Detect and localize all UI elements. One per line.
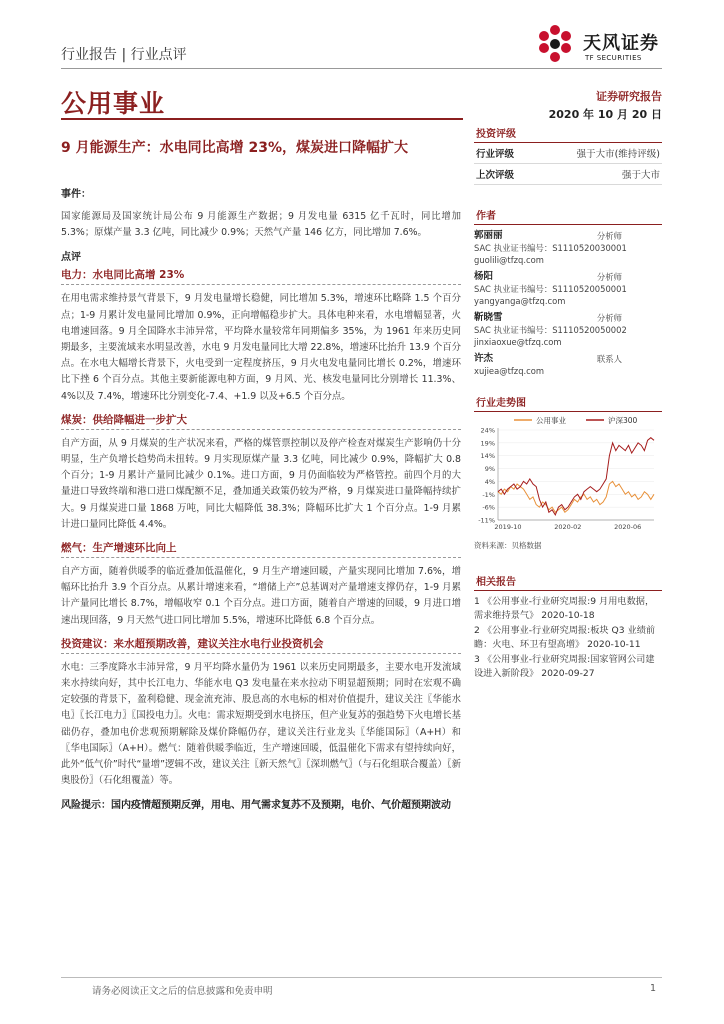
- author-email[interactable]: jinxiaoxue@tfzq.com: [474, 337, 562, 347]
- tf-securities-logo: [533, 20, 668, 72]
- legend-label: 沪深300: [608, 416, 638, 425]
- related-reports: [474, 595, 662, 681]
- rating-value: 强于大市(维持评级): [576, 149, 660, 160]
- report-type: 证券研究报告: [596, 90, 662, 103]
- gas-text: 自产方面，随着供暖季的临近叠加低温催化，9 月生产增速回暖，产量实现同比增加 7.6%，增幅环比抬升 3.9 个百分点。从累计增速来看，“增储上产”总基调对产量增速支撑仍存，1-9 月累计产量同比增长 8.7%，增幅收窄 0.1 个百分点。进口方面，随着自产增速的回暖，9 月进口增速出现回落，9 月天然气进口同比增加 5.5%，增速环比降低 6.8 个百分点。: [61, 566, 461, 626]
- author-entry: [474, 230, 662, 266]
- author-role: 分析师: [596, 231, 622, 241]
- logo-mark-icon: [533, 20, 577, 64]
- power-heading: 电力：水电同比高增 23%: [61, 266, 461, 285]
- coal-heading: 煤炭：供给降幅进一步扩大: [61, 411, 461, 430]
- author-cert: SAC 执业证书编号：S1110520050002: [474, 325, 627, 335]
- author-entry: [474, 271, 662, 307]
- author-email[interactable]: yangyanga@tfzq.com: [474, 296, 566, 306]
- author-name: 杨阳: [474, 271, 494, 282]
- logo-chinese-name: 天风证券: [583, 33, 659, 54]
- y-tick-label: -11%: [478, 516, 495, 525]
- rating-value: 强于大市: [621, 170, 660, 181]
- rating-label: 行业评级: [476, 149, 515, 160]
- y-tick-label: 9%: [484, 465, 495, 474]
- author-name: 郭丽丽: [474, 230, 503, 241]
- author-cert: SAC 执业证书编号：S1110520050001: [474, 284, 627, 294]
- legend-label: 公用事业: [536, 416, 566, 425]
- footer-divider: [61, 977, 662, 978]
- author-role: 联系人: [596, 354, 622, 364]
- author-cert: SAC 执业证书编号：S1110520030001: [474, 243, 627, 253]
- invest-heading: 投资建议：来水超预期改善，建议关注水电行业投资机会: [61, 635, 461, 654]
- chart-source: 资料来源：贝格数据: [474, 541, 542, 550]
- authors-title: 作者: [474, 207, 662, 225]
- coal-text: 自产方面，从 9 月煤炭的生产状况来看，严格的煤管票控制以及停产检查对煤炭生产影响仍十分明显，生产负增长趋势尚未扭转。9 月实现原煤产量 3.3 亿吨，同比减少 0.9%，降幅扩大 0.8 个百分；1-9 月累计产量同比减少 0.1%。进口方面，9 月仍面临较为严格管控。前四个月的大量进口导致终端和港口进口煤配额不足，叠加通关政策仍较为严格，9 月煤炭进口量降幅持续扩大。9 月煤炭进口量 1868 万吨，同比大幅降低 38.3%；降幅环比扩大 1 个百分点。1-9 月累计进口量同比降低 4.4%。: [61, 437, 461, 530]
- sidebar: [474, 125, 662, 682]
- rating-row: [474, 143, 662, 164]
- event-text: 国家能源局及国家统计局公布 9 月能源生产数据；9 月发电量 6315 亿千瓦时，同比增加 5.3%；原煤产量 3.3 亿吨，同比减少 0.9%；天然气产量 146 亿方，同比增加 7.6%。: [61, 211, 461, 239]
- author-name: 许杰: [474, 353, 494, 364]
- y-tick-label: -1%: [482, 490, 495, 499]
- logo-english-name: TF SECURITIES: [585, 54, 642, 62]
- risk-text: 风险提示：国内疫情超预期反弹，用电、用气需求复苏不及预期，电价、气价超预期波动: [61, 800, 451, 812]
- author-entry: [474, 312, 662, 348]
- related-report-link[interactable]: 3 《公用事业-行业研究周报:国家管网公司建设进入新阶段》 2020-09-27: [474, 654, 655, 679]
- sector-underline: [61, 118, 463, 120]
- trend-title: 行业走势图: [474, 394, 662, 412]
- rating-title: 投资评级: [474, 125, 662, 143]
- industry-trend-chart: [474, 412, 662, 534]
- author-email[interactable]: guolili@tfzq.com: [474, 255, 544, 265]
- series-line-csi300: [498, 438, 654, 515]
- page-number: 1: [650, 983, 657, 994]
- sector-title: 公用事业: [61, 89, 166, 118]
- y-tick-label: 19%: [480, 439, 495, 448]
- author-entry: [474, 353, 662, 377]
- author-name: 靳晓雪: [474, 312, 503, 323]
- related-report-link[interactable]: 2 《公用事业-行业研究周报:板块 Q3 业绩前瞻：火电、环卫有望高增》 2020-10-11: [474, 625, 656, 650]
- x-tick-label: 2019-10: [494, 523, 522, 531]
- main-content: [61, 186, 461, 814]
- author-role: 分析师: [596, 313, 622, 323]
- report-headline: 9 月能源生产：水电同比高增 23%，煤炭进口降幅扩大: [61, 140, 408, 156]
- gas-heading: 燃气：生产增速环比向上: [61, 539, 461, 558]
- y-tick-label: 24%: [480, 426, 495, 435]
- author-email[interactable]: xujiea@tfzq.com: [474, 366, 545, 376]
- y-tick-label: -6%: [482, 503, 495, 512]
- report-category: 行业报告 | 行业点评: [61, 47, 187, 63]
- footer-disclaimer: 请务必阅读正文之后的信息披露和免责申明: [92, 986, 273, 997]
- x-tick-label: 2020-02: [554, 523, 582, 531]
- power-text: 在用电需求维持景气背景下，9 月发电量增长稳健，同比增加 5.3%，增速环比略降 1.5 个百分点；1-9 月累计发电量同比增加 0.9%，正向增幅稳步扩大。具体电种来看，水电增幅显著，火电增速回落。9 月全国降水丰沛异常，平均降水量较常年同期偏多 35%，为 1961 年来历史同期最多，主要流域来水明显改善，水电 9 月发电量同比大增 22.8%，增速环比抬升 13.9 个百分点。在水电大幅增长背景下，火电受到一定程度挤压，9 月火电发电量同比增长 0.2%，增速环比下挫 6 个百分点。其他主要新能源电种方面，9 月风、光、核发电量同比分别增长 11.3%、4%以及 7.4%，增速环比分别变化-7.4、+1.9 以及+6.5 个百分点。: [61, 293, 461, 402]
- report-date: 2020 年 10 月 20 日: [548, 108, 662, 121]
- rating-label: 上次评级: [476, 170, 515, 181]
- series-line-utilities: [498, 481, 654, 512]
- x-tick-label: 2020-06: [614, 523, 642, 531]
- event-heading: 事件：: [61, 189, 91, 200]
- rating-row: [474, 164, 662, 185]
- related-title: 相关报告: [474, 573, 662, 591]
- y-tick-label: 14%: [480, 452, 495, 461]
- author-role: 分析师: [596, 272, 622, 282]
- related-report-link[interactable]: 1 《公用事业-行业研究周报:9 月用电数据，需求维持景气》 2020-10-18: [474, 596, 655, 621]
- y-tick-label: 4%: [484, 477, 495, 486]
- invest-text: 水电：三季度降水丰沛异常，9 月平均降水量仍为 1961 以来历史同期最多，主要水电开发流域来水持续向好，其中长江电力、华能水电 Q3 发电量在来水拉动下明显超预期；同时在宏观不确定较强的背景下，盈利稳健、现金流充沛、股息高的水电标的相对价值提升，建议关注〖华能水电〗〖长江电力〗〖国投电力〗。火电：需求短期受到水电挤压，但产业复苏的强趋势下火电增长基础仍存，叠加电价悲观预期解除及煤价降幅仍存，建议关注行业龙头〖华能国际〗（A+H）和〖华电国际〗（A+H）。燃气：随着供暖季临近，生产增速回暖，低温催化下需求有望持续向好，此外“低气价”时代“量增”逻辑不改，建议关注〖新天然气〗〖深圳燃气〗（与石化组联合覆盖）〖新奥股份〗（石化组覆盖）等。: [61, 661, 461, 787]
- comment-heading: 点评: [61, 252, 81, 264]
